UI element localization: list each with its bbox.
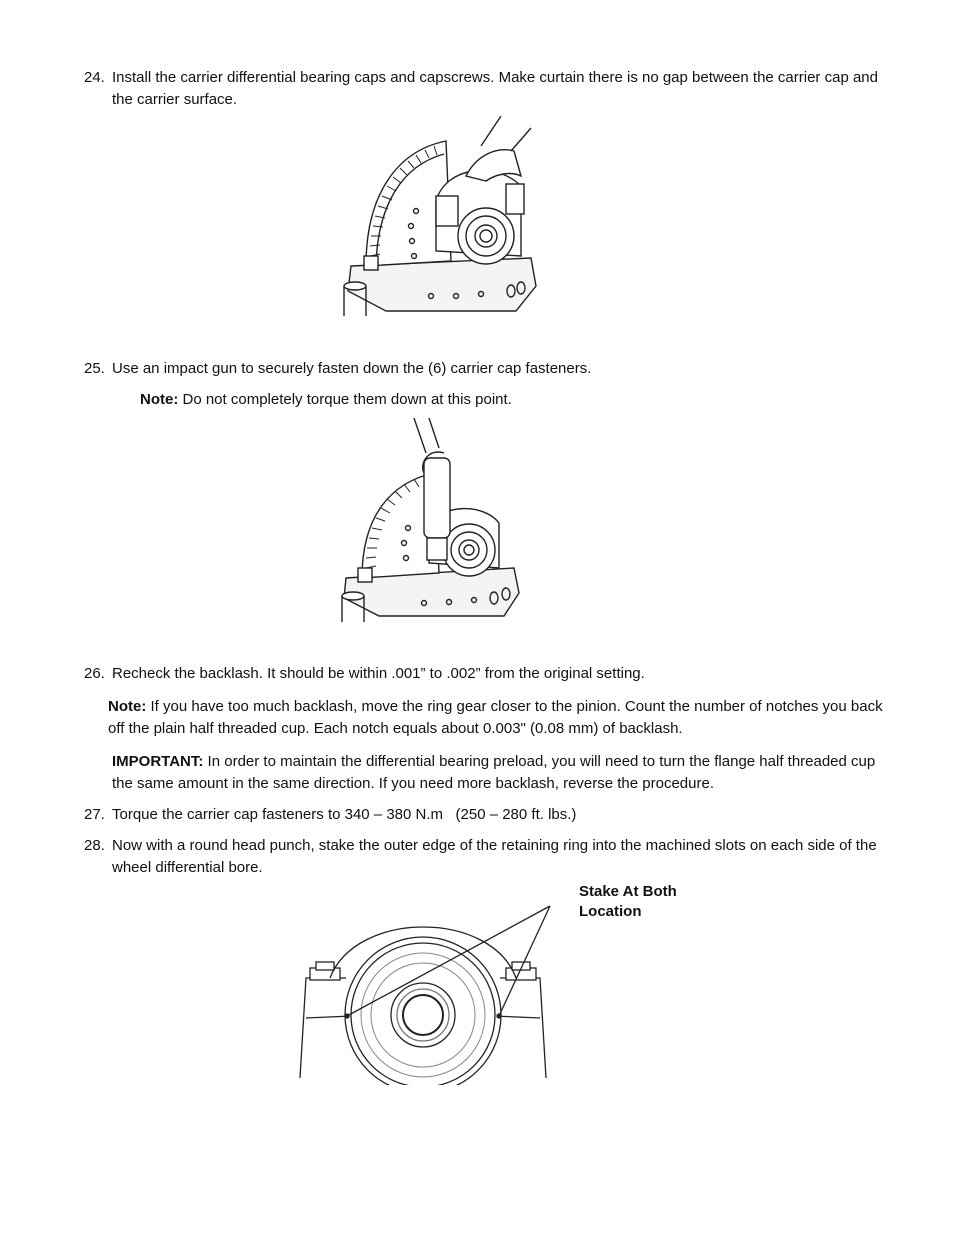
note-text: If you have too much backlash, move the ring gear closer to the pinion. Count the number of notches you back off the plain half threaded cup. Each notch equals about 0.003" (0.08 mm) of backlash. bbox=[108, 698, 883, 737]
stake-callout-label bbox=[579, 882, 677, 922]
step-26-number: 26. bbox=[84, 665, 105, 682]
note-text: Do not completely torque them down at this point. bbox=[178, 391, 512, 408]
step-26-important bbox=[112, 751, 892, 795]
step-27-text: Torque the carrier cap fasteners to 340 – 380 N.m (250 – 280 ft. lbs.) bbox=[112, 806, 577, 823]
callout-line-1: Stake At Both bbox=[579, 883, 677, 900]
step-24-text: Install the carrier differential bearing caps and capscrews. Make curtain there is no gap between the carrier cap and the carrier surface. bbox=[112, 69, 878, 108]
figure-stake-locations bbox=[296, 900, 556, 1085]
step-26-text: Recheck the backlash. It should be within .001” to .002” from the original setting. bbox=[112, 665, 645, 682]
step-26-note bbox=[108, 696, 890, 740]
important-label: IMPORTANT: bbox=[112, 753, 204, 770]
callout-line-2: Location bbox=[579, 903, 642, 920]
note-label: Note: bbox=[140, 391, 179, 408]
note-label: Note: bbox=[108, 698, 147, 715]
important-text: In order to maintain the differential bearing preload, you will need to turn the flange half threaded cup the same amount in the same direction. If you need more backlash, reverse the procedure. bbox=[112, 753, 876, 792]
step-25-number: 25. bbox=[84, 360, 105, 377]
step-25-text: Use an impact gun to securely fasten down the (6) carrier cap fasteners. bbox=[112, 360, 592, 377]
step-28-number: 28. bbox=[84, 837, 105, 854]
step-24-number: 24. bbox=[84, 69, 105, 86]
step-25-note bbox=[140, 389, 900, 411]
step-27-number: 27. bbox=[84, 806, 105, 823]
figure-install-bearing-cap bbox=[336, 116, 544, 316]
figure-impact-gun bbox=[334, 418, 522, 622]
step-28-text: Now with a round head punch, stake the outer edge of the retaining ring into the machined slots on each side of the wheel differential bore. bbox=[112, 837, 877, 876]
